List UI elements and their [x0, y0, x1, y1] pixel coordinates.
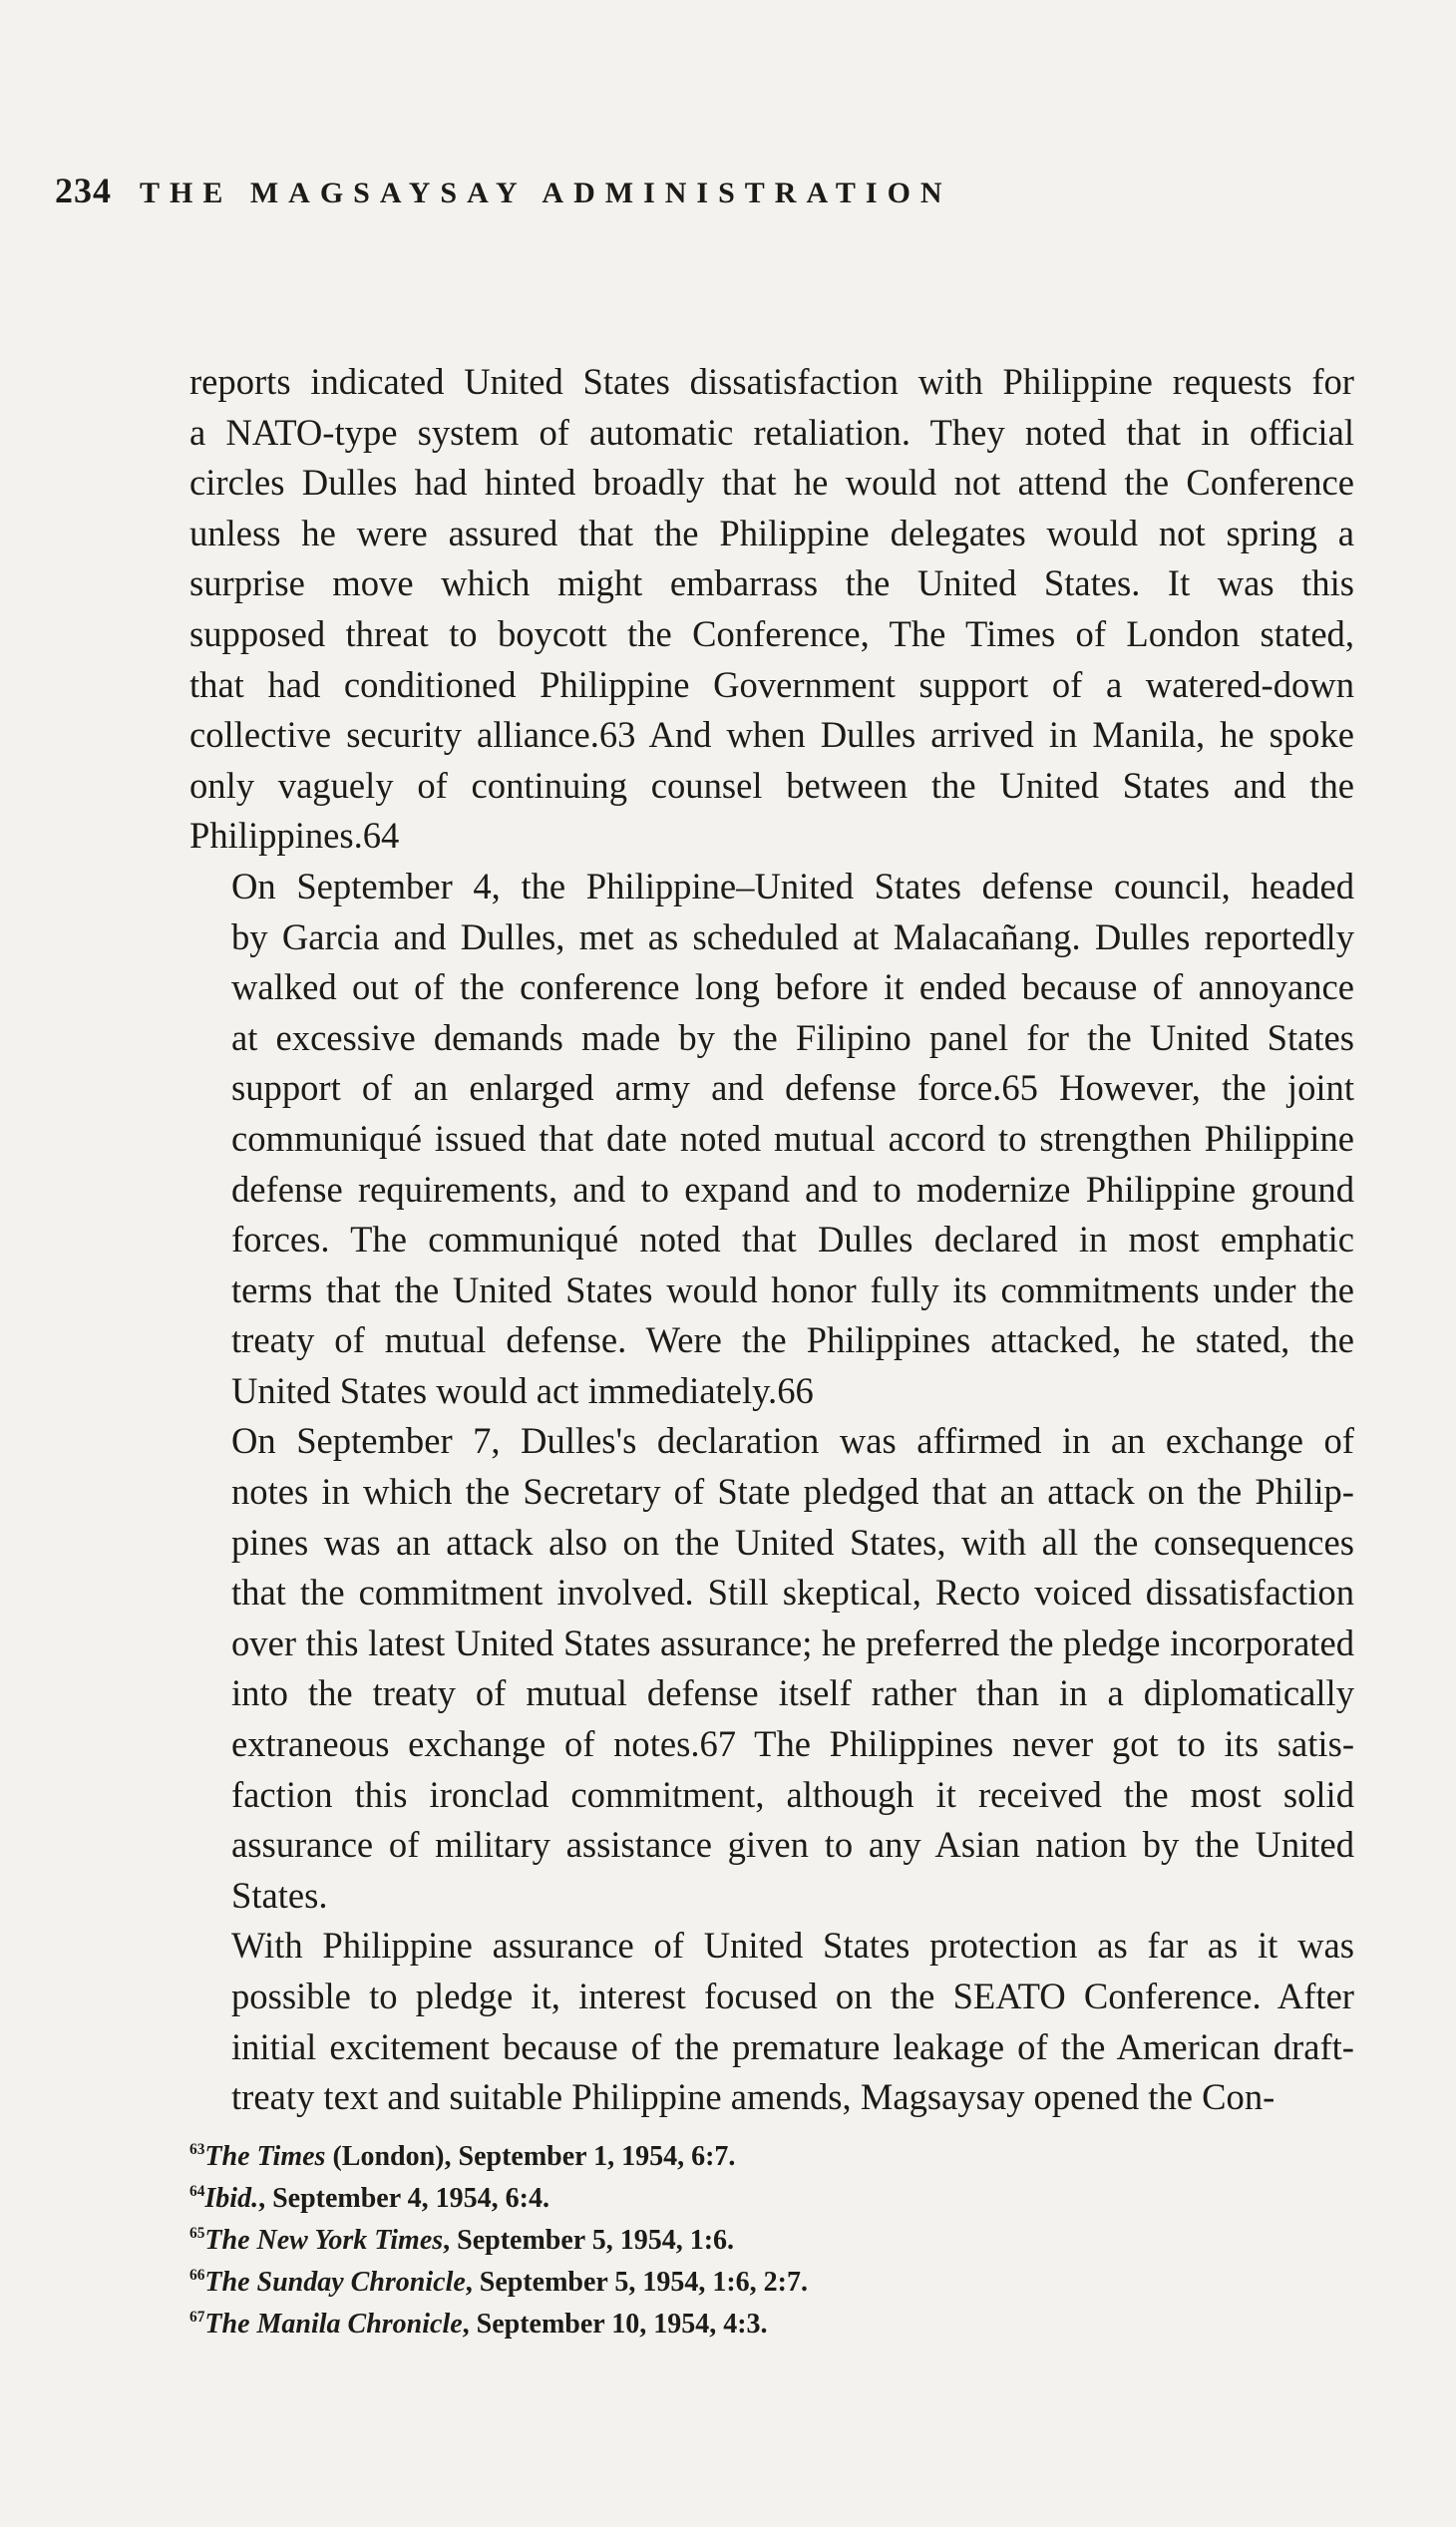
text-line: possible to pledge it, interest focused on the SEATO Conference. After: [231, 1976, 1354, 2016]
text-line: forces. The communiqué noted that Dulles declared in most emphatic: [231, 1219, 1354, 1261]
text-line: States.: [231, 1874, 328, 1916]
text-line: only vaguely of continuing counsel between the United States and the: [189, 764, 1354, 806]
footnote-citation: , September 5, 1954, 1:6.: [443, 2225, 735, 2256]
text-line: treaty of mutual defense. Were the Philippines attacked, he stated, the: [231, 1319, 1354, 1361]
paragraph: [189, 1921, 1354, 2122]
page-number: 234: [55, 171, 112, 210]
footnote-citation: , September 5, 1954, 1:6, 2:7.: [465, 2267, 808, 2298]
footnote-number: 66: [189, 2267, 205, 2285]
text-line: defense requirements, and to expand and to modernize Philippine ground: [231, 1168, 1354, 1210]
footnote-citation: , September 10, 1954, 4:3.: [462, 2309, 768, 2340]
footnotes: [189, 2136, 1354, 2346]
footnote-number: 63: [189, 2141, 205, 2159]
footnote: [189, 2220, 1354, 2262]
text-line: support of an enlarged army and defense force.65 However, the joint: [231, 1067, 1354, 1109]
text-line: reports indicated United States dissatisfaction with Philippine requests for: [189, 361, 1354, 402]
text-line: assurance of military assistance given to any Asian nation by the United: [231, 1824, 1354, 1866]
text-line: United States would act immediately.66: [231, 1369, 814, 1411]
footnote: [189, 2178, 1354, 2220]
text-line: faction this ironclad commitment, although it received the most solid: [231, 1773, 1354, 1815]
body-text: [189, 357, 1354, 2123]
paragraph: [189, 862, 1354, 1417]
text-line: by Garcia and Dulles, met as scheduled at Malacañang. Dulles reportedly: [231, 915, 1354, 957]
text-line: supposed threat to boycott the Conference, The Times of London stated,: [189, 612, 1354, 654]
text-line: communiqué issued that date noted mutual accord to strengthen Philippine: [231, 1117, 1354, 1159]
text-line: into the treaty of mutual defense itself rather than in a diplomatically: [231, 1672, 1354, 1714]
footnote-citation: , September 4, 1954, 6:4.: [258, 2183, 549, 2214]
text-line: With Philippine assurance of United States protection as far as it was: [231, 1925, 1354, 1967]
footnote: [189, 2262, 1354, 2304]
text-line: unless he were assured that the Philippine delegates would not spring a: [189, 512, 1354, 553]
running-header: [55, 170, 952, 211]
footnote-source: Ibid.: [204, 2183, 259, 2214]
text-line: Philippines.64: [189, 815, 400, 857]
footnote-source: The Sunday Chronicle: [204, 2267, 466, 2298]
footnote-source: The Manila Chronicle: [204, 2309, 463, 2340]
footnote-number: 67: [189, 2309, 205, 2327]
paragraph: [189, 1416, 1354, 1921]
footnote-number: 65: [189, 2225, 205, 2243]
text-line: extraneous exchange of notes.67 The Philippines never got to its satis-: [231, 1723, 1354, 1765]
footnote-number: 64: [189, 2183, 205, 2201]
text-line: circles Dulles had hinted broadly that he would not attend the Conference: [189, 462, 1354, 504]
running-title: THE MAGSAYSAY ADMINISTRATION: [140, 177, 952, 209]
footnote: [189, 2136, 1354, 2178]
paragraph: [189, 357, 1354, 862]
footnote-source: The Times: [204, 2141, 326, 2172]
text-line: over this latest United States assurance; he preferred the pledge incorporated: [231, 1622, 1354, 1663]
text-line: On September 7, Dulles's declaration was affirmed in an exchange of: [231, 1420, 1354, 1462]
text-line: terms that the United States would honor fully its commitments under the: [231, 1268, 1354, 1310]
text-line: On September 4, the Philippine–United States defense council, headed: [231, 865, 1354, 906]
text-line: pines was an attack also on the United States, with all the consequences: [231, 1521, 1354, 1563]
text-line: notes in which the Secretary of State pledged that an attack on the Philip-: [231, 1471, 1354, 1513]
footnote-source: The New York Times: [204, 2225, 444, 2256]
text-line: surprise move which might embarrass the United States. It was this: [189, 562, 1354, 604]
text-line: collective security alliance.63 And when Dulles arrived in Manila, he spoke: [189, 714, 1354, 756]
text-line: treaty text and suitable Philippine amends, Magsaysay opened the Con-: [231, 2076, 1275, 2118]
footnote: [189, 2304, 1354, 2346]
text-line: initial excitement because of the premature leakage of the American draft-: [231, 2025, 1354, 2067]
text-line: at excessive demands made by the Filipino panel for the United States: [231, 1016, 1354, 1058]
text-line: that the commitment involved. Still skeptical, Recto voiced dissatisfaction: [231, 1572, 1354, 1614]
text-line: a NATO-type system of automatic retaliation. They noted that in official: [189, 411, 1354, 453]
text-line: walked out of the conference long before it ended because of annoyance: [231, 966, 1354, 1008]
text-line: that had conditioned Philippine Government support of a watered-down: [189, 663, 1354, 705]
footnote-citation: (London), September 1, 1954, 6:7.: [325, 2141, 736, 2172]
